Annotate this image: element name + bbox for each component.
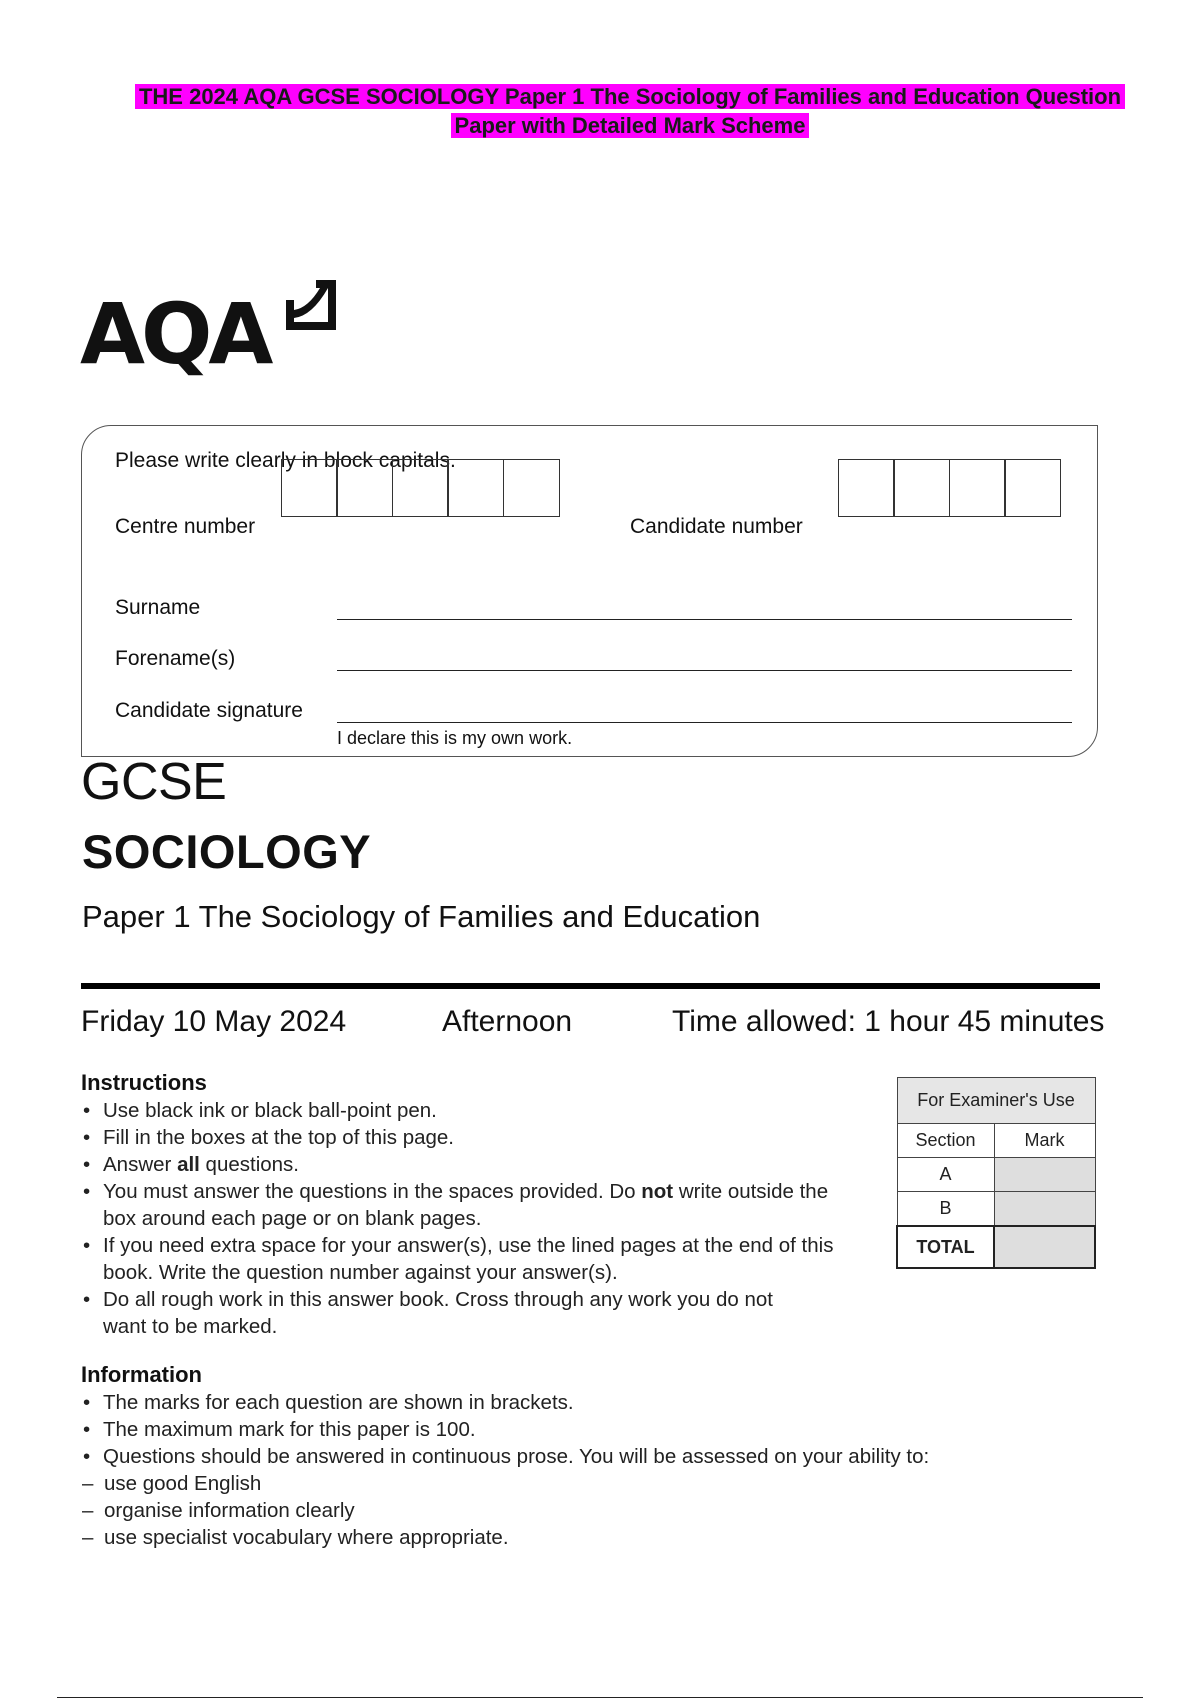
mark-column-header: Mark — [994, 1124, 1095, 1158]
total-label: TOTAL — [897, 1226, 994, 1268]
banner-line-2: Paper with Detailed Mark Scheme — [451, 113, 810, 138]
list-item: • If you need extra space for your answer(s), use the lined pages at the end of this book. Write the question number against your answer(s). — [81, 1232, 861, 1286]
candidate-number-box[interactable] — [949, 459, 1006, 517]
list-item: – use good English — [81, 1470, 781, 1497]
centre-number-box[interactable] — [336, 459, 393, 517]
list-item: • Answer all questions. — [81, 1151, 861, 1178]
candidate-number-label: Candidate number — [630, 515, 803, 538]
list-item: • Do all rough work in this answer book. Cross through any work you do not want to be marked. — [81, 1286, 783, 1340]
information-list — [81, 1389, 1111, 1470]
centre-number-box[interactable] — [281, 459, 338, 517]
section-column-header: Section — [897, 1124, 994, 1158]
candidate-number-boxes — [839, 459, 1061, 517]
centre-number-box[interactable] — [392, 459, 449, 517]
declaration-text: I declare this is my own work. — [337, 728, 573, 748]
centre-number-boxes — [282, 459, 560, 517]
candidate-number-box[interactable] — [893, 459, 950, 517]
qualification-title: GCSE — [81, 753, 227, 811]
centre-number-box[interactable] — [447, 459, 504, 517]
examiner-table-title: For Examiner's Use — [897, 1078, 1095, 1124]
section-b-mark — [994, 1192, 1095, 1227]
total-mark — [994, 1226, 1095, 1268]
subject-title: SOCIOLOGY — [82, 825, 372, 878]
list-item: • You must answer the questions in the spaces provided. Do not write outside the box around each page or on blank pages. — [81, 1178, 861, 1232]
time-allowed: Time allowed: 1 hour 45 minutes — [672, 1005, 1105, 1038]
list-item: • Fill in the boxes at the top of this page. — [81, 1124, 861, 1151]
block-capitals-instruction: Please write clearly in block capitals. — [115, 449, 456, 472]
page-bottom-rule — [57, 1697, 1143, 1698]
divider — [81, 983, 1100, 989]
examiner-use-table — [896, 1077, 1096, 1269]
list-item: • Use black ink or black ball-point pen. — [81, 1097, 861, 1124]
information-heading: Information — [81, 1362, 202, 1387]
paper-title: Paper 1 The Sociology of Families and Education — [82, 899, 761, 934]
document-title-banner — [80, 82, 1180, 140]
candidate-number-box[interactable] — [1004, 459, 1061, 517]
signature-label: Candidate signature — [115, 699, 303, 722]
banner-line-1: THE 2024 AQA GCSE SOCIOLOGY Paper 1 The Sociology of Families and Education Question — [135, 84, 1125, 109]
section-a-label: A — [897, 1158, 994, 1192]
logo-text: AQA — [80, 285, 270, 378]
list-item: – use specialist vocabulary where appropriate. — [81, 1524, 781, 1551]
section-a-mark — [994, 1158, 1095, 1192]
surname-label: Surname — [115, 596, 201, 619]
centre-number-label: Centre number — [115, 515, 256, 538]
list-item: – organise information clearly — [81, 1497, 781, 1524]
forename-field[interactable] — [337, 670, 1072, 671]
candidate-number-box[interactable] — [838, 459, 895, 517]
aqa-logo — [80, 278, 350, 378]
signature-field[interactable] — [337, 722, 1072, 723]
list-item: • The maximum mark for this paper is 100. — [81, 1416, 1111, 1443]
candidate-details-form — [81, 425, 1098, 757]
exam-date: Friday 10 May 2024 — [81, 1005, 347, 1038]
exam-session: Afternoon — [442, 1005, 573, 1038]
instructions-list — [81, 1097, 861, 1340]
ability-sub-list — [81, 1470, 781, 1551]
aqa-tick-icon — [286, 280, 336, 330]
forename-label: Forename(s) — [115, 647, 236, 670]
list-item: • The marks for each question are shown in brackets. — [81, 1389, 1111, 1416]
centre-number-box[interactable] — [503, 459, 560, 517]
section-b-label: B — [897, 1192, 994, 1227]
surname-field[interactable] — [337, 619, 1072, 620]
instructions-heading: Instructions — [81, 1070, 207, 1095]
list-item: • Questions should be answered in continuous prose. You will be assessed on your ability to: — [81, 1443, 1111, 1470]
